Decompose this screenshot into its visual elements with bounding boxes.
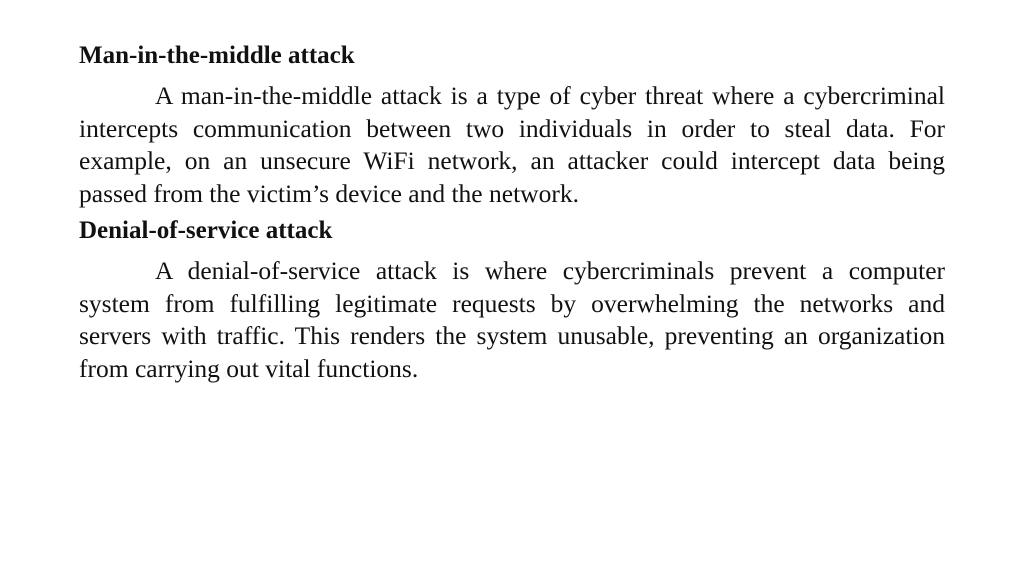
section-heading-dos: Denial-of-service attack	[79, 217, 333, 244]
section-heading-mitm: Man-in-the-middle attack	[79, 42, 355, 69]
section-body-dos: A denial-of-service attack is where cybercriminals prevent a computer system from fulfilling legitimate requests by overwhelming the networks and servers with traffic. This renders the system unusable, preventing an organization from carrying out vital functions.	[79, 256, 945, 383]
section-body-mitm: A man-in-the-middle attack is a type of cyber threat where a cybercriminal intercepts communication between two individuals in order to steal data. For example, on an unsecure WiFi network, an attacker could intercept data being passed from the victim’s device and the network.	[79, 81, 945, 208]
